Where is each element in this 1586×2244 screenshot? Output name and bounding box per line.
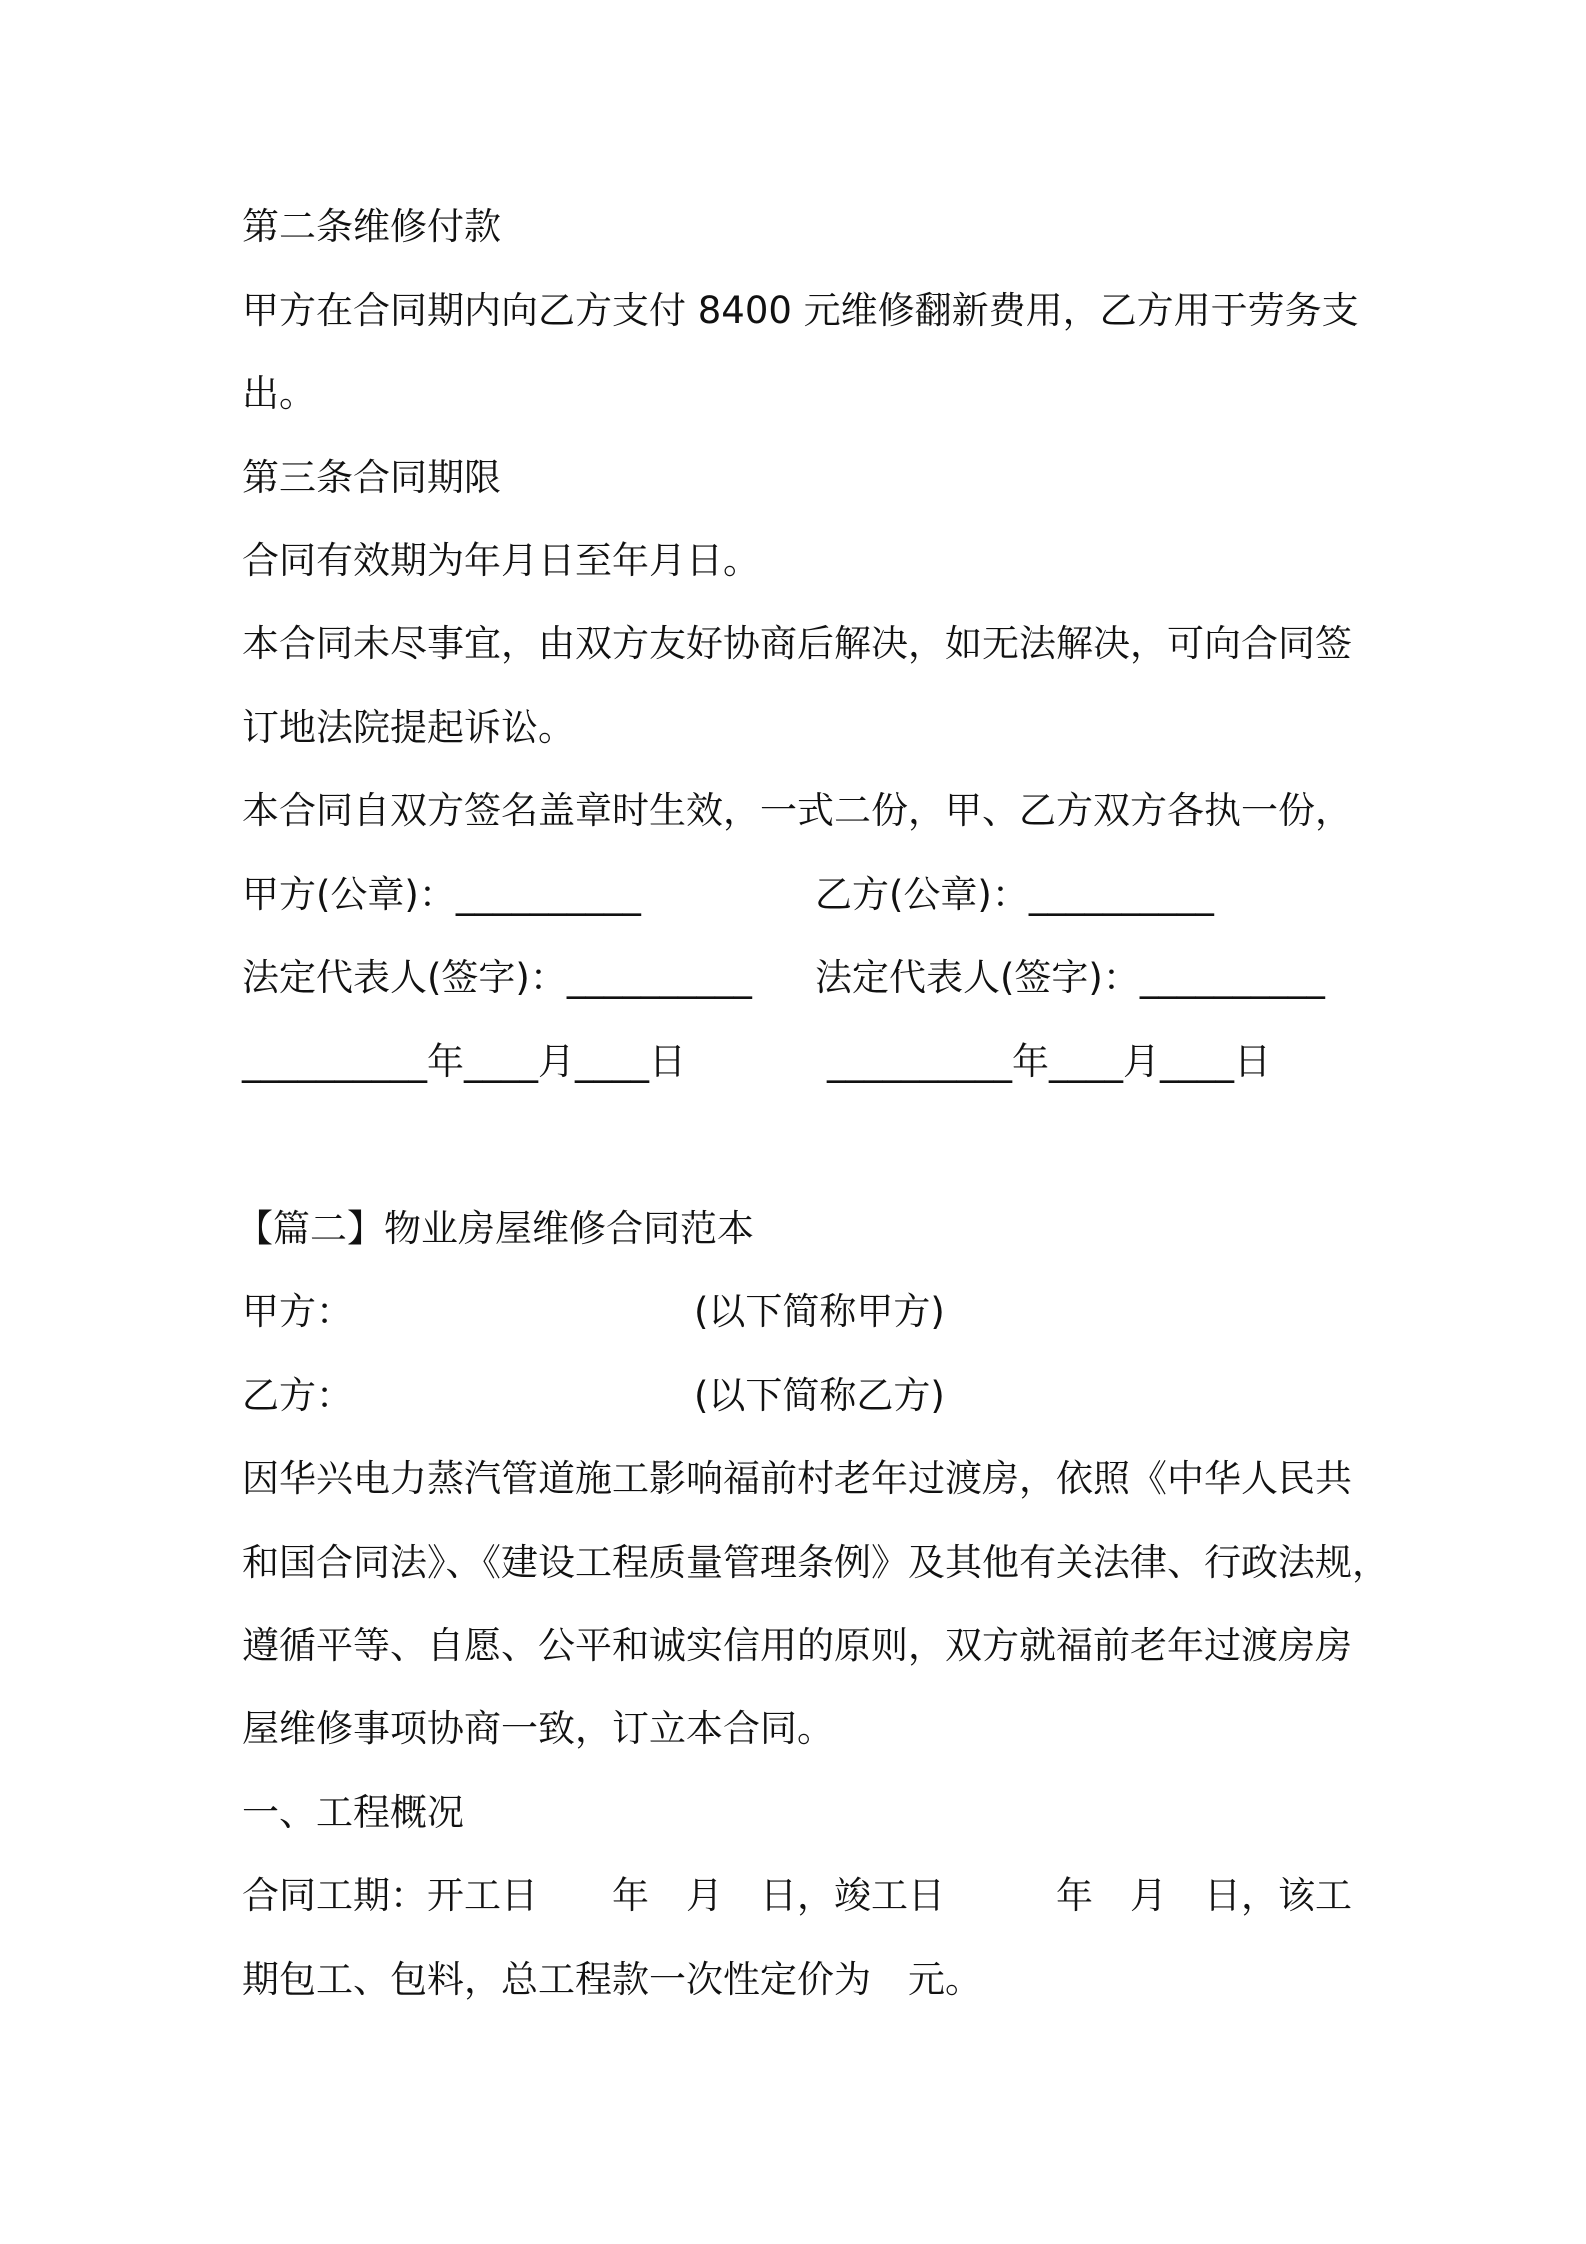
preamble-line2: 和国合同法》、《建设工程质量管理条例》及其他有关法律、行政法规， [242,1541,1389,1584]
article2-body-line2: 出。 [242,372,316,415]
party-a-note: (以下简称甲方) [694,1290,945,1333]
article3-heading: 第三条合同期限 [242,456,501,499]
party-b-date-field: __________年____月____日 [827,1040,1271,1083]
party-a-date-field: __________年____月____日 [242,1040,686,1083]
contract-period-line2: 期包工、包料，总工程款一次性定价为 元。 [242,1958,982,2001]
article3-effective: 本合同自双方签名盖章时生效，一式二份，甲、乙方双方各执一份， [242,789,1352,832]
contract-period-line1: 合同工期：开工日 年 月 日，竣工日 年 月 日，该工 [242,1874,1352,1917]
party-a-label: 甲方： [242,1290,353,1333]
party-b-rep-field: 法定代表人(签字)：__________ [815,956,1325,999]
article3-term: 合同有效期为年月日至年月日。 [242,539,760,582]
preamble-line4: 屋维修事项协商一致，订立本合同。 [242,1707,834,1750]
part2-title: 【篇二】物业房屋维修合同范本 [236,1207,754,1250]
party-b-seal-field: 乙方(公章)：__________ [815,873,1214,916]
party-b-label: 乙方： [242,1374,353,1417]
party-a-seal-field: 甲方(公章)：__________ [242,873,641,916]
article2-body-line1: 甲方在合同期内向乙方支付 8400 元维修翻新费用，乙方用于劳务支 [242,289,1359,332]
party-a-rep-field: 法定代表人(签字)：__________ [242,956,752,999]
party-b-note: (以下简称乙方) [694,1374,945,1417]
preamble-line3: 遵循平等、自愿、公平和诚实信用的原则，双方就福前老年过渡房房 [242,1624,1352,1667]
section1-heading: 一、工程概况 [242,1791,464,1834]
preamble-line1: 因华兴电力蒸汽管道施工影响福前村老年过渡房，依照《中华人民共 [242,1457,1352,1500]
article3-misc-line2: 订地法院提起诉讼。 [242,706,575,749]
party-b-line [242,1374,945,1418]
article2-heading: 第二条维修付款 [242,205,501,248]
party-a-line [242,1290,945,1334]
article3-misc-line1: 本合同未尽事宜，由双方友好协商后解决，如无法解决，可向合同签 [242,622,1352,665]
